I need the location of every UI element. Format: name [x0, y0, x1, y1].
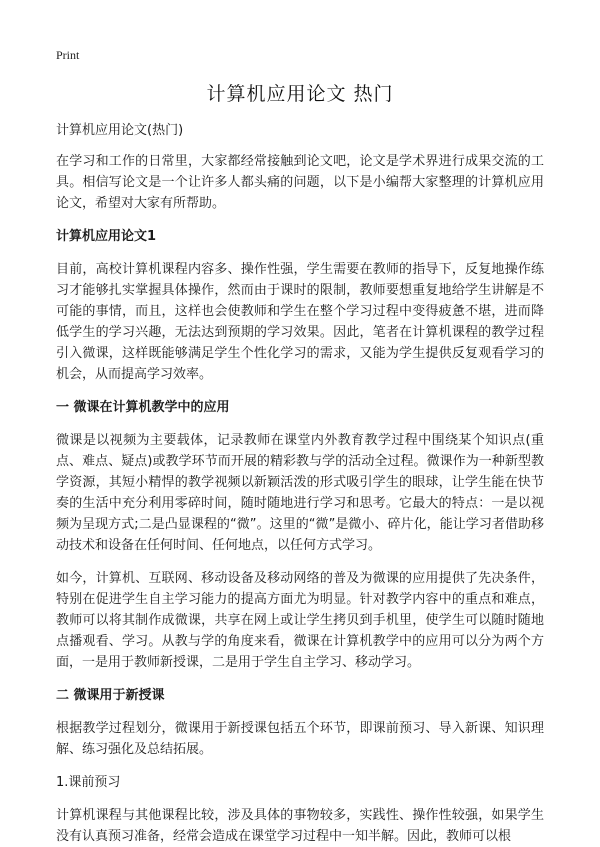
document-title: 计算机应用论文 热门	[206, 83, 394, 105]
section-heading: 计算机应用论文1	[56, 229, 157, 244]
print-link[interactable]: Print	[56, 48, 80, 62]
document-subtitle: 计算机应用论文(热门)	[56, 123, 184, 138]
body-paragraph: 计算机课程与其他课程比较，涉及具体的事物较多，实践性、操作性较强，如果学生没有认真预习准备，经常会造成在课堂学习过程中一知半解。因此，教师可以根	[56, 808, 544, 844]
intro-paragraph: 在学习和工作的日常里，大家都经常接触到论文吧，论文是学术界进行成果交流的工具。相信写论文是一个让许多人都头痛的问题，以下是小编帮大家整理的计算机应用论文，希望对大家有所帮助。	[56, 154, 544, 211]
subsection-heading: 一 微课在计算机教学中的应用	[56, 400, 230, 415]
list-item-heading: 1.课前预习	[56, 775, 121, 790]
body-paragraph: 如今，计算机、互联网、移动设备及移动网络的普及为微课的应用提供了先决条件，特别在促进学生自主学习能力的提高方面尤为明显。针对教学内容中的重点和难点，教师可以将其制作成微课，共享在网上或让学生拷贝到手机里，使学生可以随时随地点播观看、学习。从教与学的角度来看，微课在计算机教学中的应用可以分为两个方面，一是用于教师新授课，二是用于学生自主学习、移动学习。	[56, 571, 544, 670]
document-body	[56, 120, 544, 847]
subsection-heading: 二 微课用于新授课	[56, 688, 165, 703]
body-paragraph: 目前，高校计算机课程内容多、操作性强，学生需要在教师的指导下，反复地操作练习才能够扎实掌握具体操作，然而由于课时的限制，教师要想重复地给学生讲解是不可能的事情，而且，这样也会使教师和学生在整个学习过程中变得疲惫不堪，进而降低学生的学习兴趣，无法达到预期的学习效果。因此，笔者在计算机课程的教学过程引入微课，这样既能够满足学生个性化学习的需求，又能为学生提供反复观看学习的机会，从而提高学习效率。	[56, 262, 544, 382]
body-paragraph: 微课是以视频为主要载体，记录教师在课堂内外教育教学过程中围绕某个知识点(重点、难点、疑点)或教学环节而开展的精彩教与学的活动全过程。微课作为一种新型教学资源，其短小精悍的教学视频以新颖活泼的形式吸引学生的眼球，让学生能在快节奏的生活中充分利用零碎时间，随时随地进行学习和思考。它最大的特点：一是以视频为呈现方式;二是凸显课程的“微”。这里的“微”是微小、碎片化，能让学习者借助移动技术和设备在任何时间、任何地点，以任何方式学习。	[56, 433, 544, 553]
body-paragraph: 根据教学过程划分，微课用于新授课包括五个环节，即课前预习、导入新课、知识理解、练习强化及总结拓展。	[56, 721, 544, 757]
